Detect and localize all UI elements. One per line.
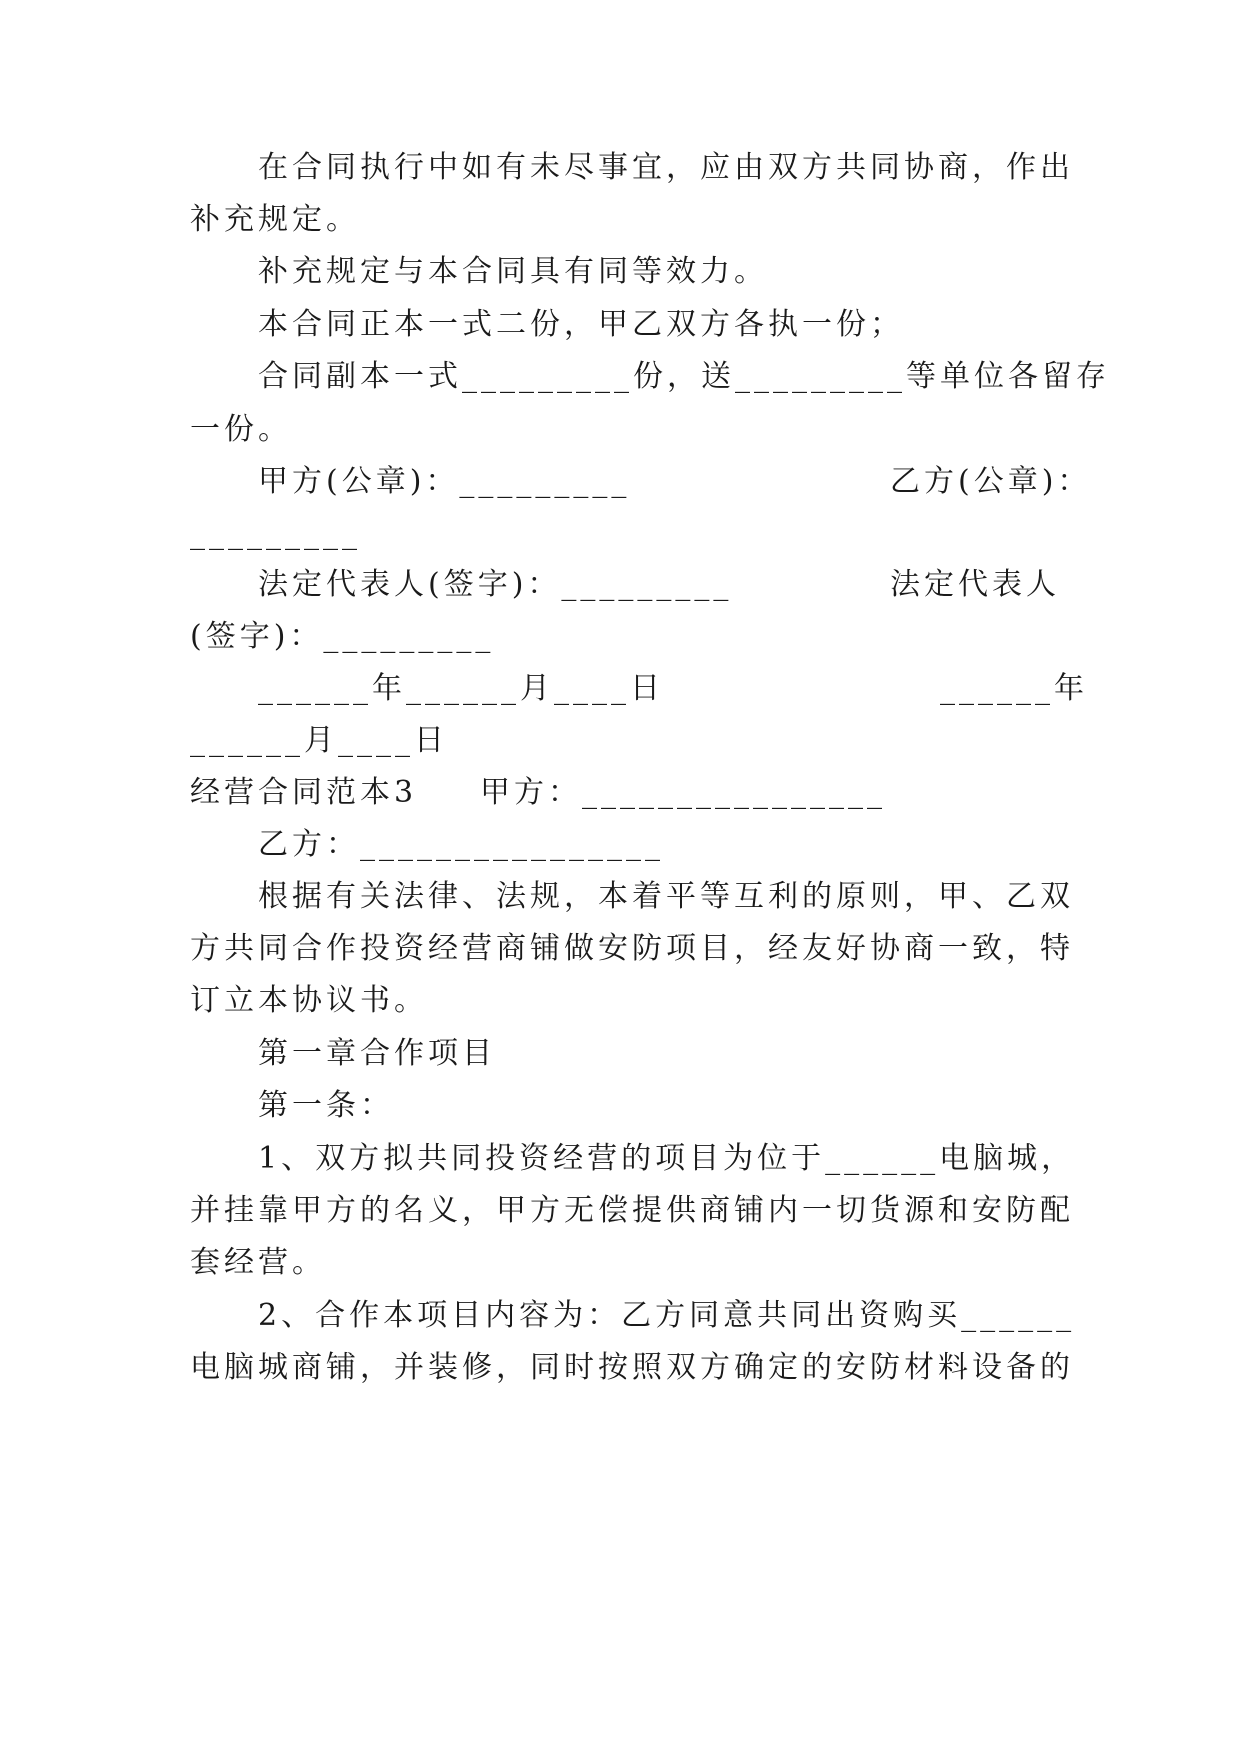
paragraph-line: 一份。 bbox=[190, 412, 292, 447]
paragraph-line: 方共同合作投资经营商铺做安防项目，经友好协商一致，特 bbox=[190, 931, 1074, 966]
party-b-rep-line: 法定代表人 bbox=[890, 567, 1060, 602]
paragraph-line: 订立本协议书。 bbox=[190, 983, 428, 1018]
party-b-seal-blank: _________ bbox=[190, 516, 361, 551]
paragraph-line: 合同副本一式_________份，送_________等单位各留存 bbox=[258, 359, 1110, 394]
party-b-rep-signature: (签字)：_________ bbox=[190, 619, 495, 654]
chapter-heading: 第一章合作项目 bbox=[258, 1036, 496, 1071]
paragraph-line: 根据有关法律、法规，本着平等互利的原则，甲、乙双 bbox=[258, 879, 1074, 914]
paragraph-line: 电脑城商铺，并装修，同时按照双方确定的安防材料设备的 bbox=[190, 1350, 1074, 1385]
paragraph-line: 本合同正本一式二份，甲乙双方各执一份； bbox=[258, 307, 904, 342]
party-b-date-month-day: ______月____日 bbox=[190, 723, 448, 758]
paragraph-line: 1、双方拟共同投资经营的项目为位于______电脑城， bbox=[258, 1141, 1076, 1176]
party-b-date-year: ______年 bbox=[940, 671, 1088, 706]
paragraph-line: 并挂靠甲方的名义，甲方无偿提供商铺内一切货源和安防配 bbox=[190, 1193, 1074, 1228]
paragraph-line: 补充规定。 bbox=[190, 202, 360, 237]
party-b-field: 乙方：________________ bbox=[258, 827, 664, 862]
paragraph-line: 在合同执行中如有未尽事宜，应由双方共同协商，作出 bbox=[258, 150, 1074, 185]
template-title: 经营合同范本3 bbox=[190, 775, 418, 810]
paragraph-line: 补充规定与本合同具有同等效力。 bbox=[258, 254, 768, 289]
paragraph-line: 2、合作本项目内容为：乙方同意共同出资购买______ bbox=[258, 1298, 1076, 1333]
party-a-rep-line: 法定代表人(签字)：_________ bbox=[258, 567, 733, 602]
paragraph-line: 套经营。 bbox=[190, 1245, 326, 1280]
party-a-field: 甲方：________________ bbox=[480, 775, 886, 810]
party-a-seal-line: 甲方(公章)：_________ bbox=[258, 464, 631, 499]
article-heading: 第一条： bbox=[258, 1088, 394, 1123]
party-a-date-line: ______年______月____日 bbox=[258, 671, 664, 706]
party-b-seal-line: 乙方(公章)： bbox=[890, 464, 1092, 499]
